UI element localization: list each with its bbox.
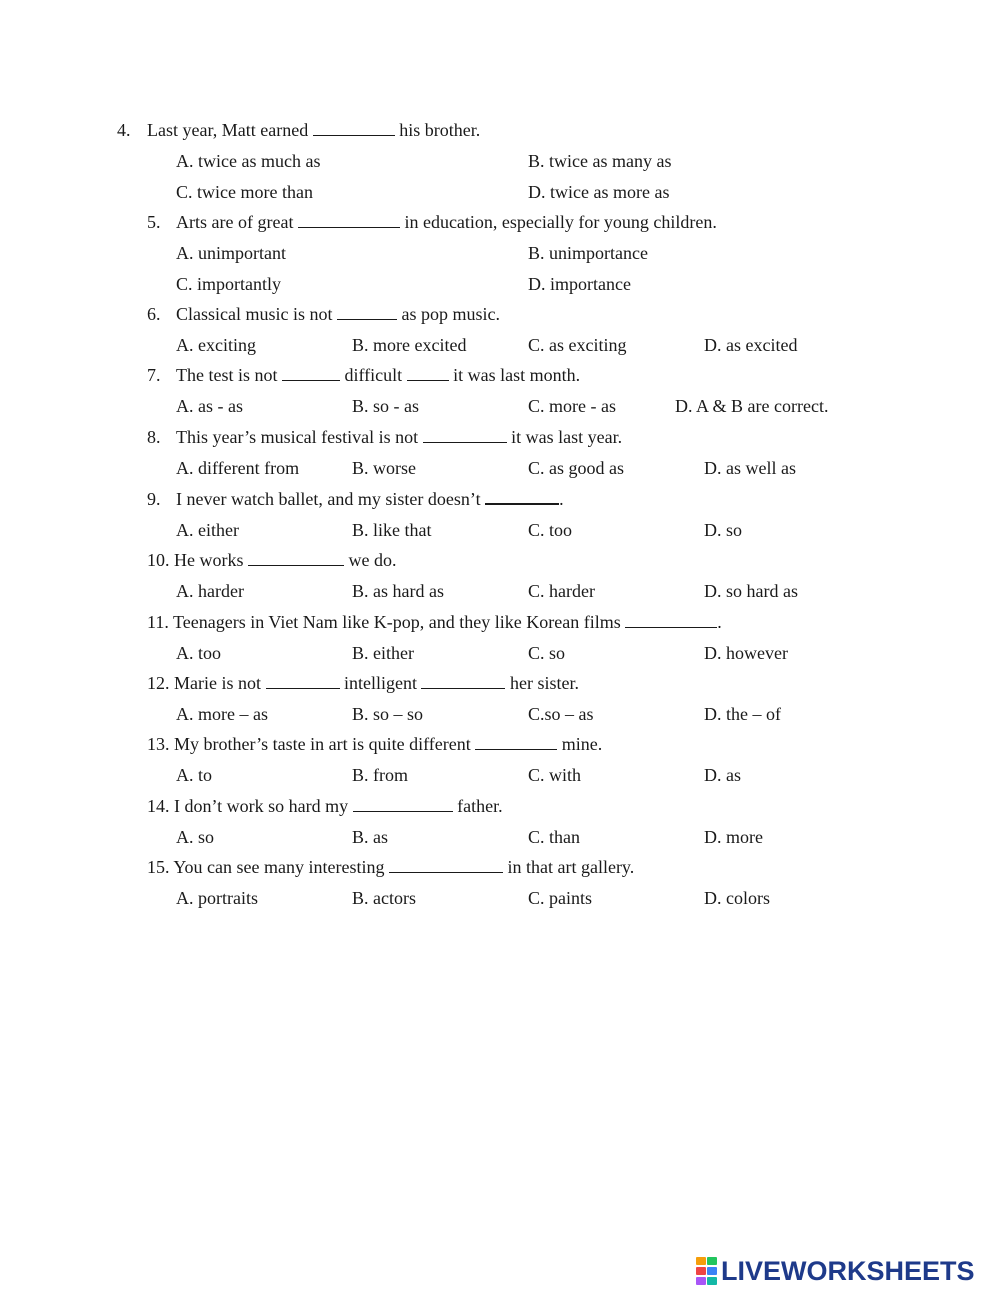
option-d[interactable]: D. the – of xyxy=(704,704,781,724)
question-stem xyxy=(147,733,602,755)
option-b[interactable]: B. actors xyxy=(352,888,416,908)
answer-blank[interactable] xyxy=(625,613,717,628)
option-a[interactable]: A. as - as xyxy=(176,396,243,416)
question-number: 10. xyxy=(147,550,170,570)
stem-text: Last year, Matt earned xyxy=(147,120,313,140)
option-b[interactable]: B. as hard as xyxy=(352,581,444,601)
question-number: 12. xyxy=(147,673,170,693)
logo-block xyxy=(707,1257,717,1265)
option-a[interactable]: A. too xyxy=(176,643,221,663)
option-c[interactable]: C. too xyxy=(528,520,573,540)
option-a[interactable]: A. portraits xyxy=(176,888,258,908)
answer-blank[interactable] xyxy=(353,797,453,812)
question-number: 7. xyxy=(147,365,161,385)
option-c[interactable]: C. paints xyxy=(528,888,593,908)
logo-block xyxy=(696,1267,706,1275)
option-c[interactable]: C.so – as xyxy=(528,704,594,724)
question-number: 14. xyxy=(147,796,170,816)
stem-text: in education, especially for young children. xyxy=(399,212,717,232)
option-d[interactable]: D. more xyxy=(704,827,763,847)
question-stem xyxy=(176,211,717,233)
question-number: 4. xyxy=(117,120,131,140)
option-d[interactable]: D. so xyxy=(704,520,743,540)
answer-blank[interactable] xyxy=(421,674,505,689)
option-b[interactable]: B. as xyxy=(352,827,388,847)
question-stem xyxy=(176,488,564,510)
stem-text: her sister. xyxy=(505,673,579,693)
option-a[interactable]: A. different from xyxy=(176,458,300,478)
option-b[interactable]: B. so - as xyxy=(352,396,419,416)
option-a[interactable]: A. more – as xyxy=(176,704,268,724)
stem-text: in that art gallery. xyxy=(502,857,635,877)
logo-block xyxy=(707,1267,717,1275)
question-number: 9. xyxy=(147,489,161,509)
stem-text: I never watch ballet, and my sister doesn’t xyxy=(176,489,486,509)
stem-text: I don’t work so hard my xyxy=(174,796,353,816)
option-d[interactable]: D. A & B are correct. xyxy=(675,396,829,416)
option-b[interactable]: B. worse xyxy=(352,458,416,478)
option-c[interactable]: C. importantly xyxy=(176,274,281,294)
option-c[interactable]: C. twice more than xyxy=(176,182,313,202)
stem-text: This year’s musical festival is not xyxy=(176,427,423,447)
question-stem xyxy=(147,672,579,694)
liveworksheets-logo[interactable] xyxy=(696,1255,975,1287)
logo-block xyxy=(707,1277,717,1285)
answer-blank[interactable] xyxy=(485,489,559,505)
option-a[interactable]: A. either xyxy=(176,520,239,540)
answer-blank[interactable] xyxy=(475,735,557,750)
option-a[interactable]: A. twice as much as xyxy=(176,151,321,171)
question-number: 13. xyxy=(147,734,170,754)
answer-blank[interactable] xyxy=(407,366,449,381)
stem-text: The test is not xyxy=(176,365,282,385)
option-d[interactable]: D. colors xyxy=(704,888,770,908)
stem-text: father. xyxy=(452,796,503,816)
option-c[interactable]: C. so xyxy=(528,643,566,663)
stem-text: as pop music. xyxy=(397,304,500,324)
option-c[interactable]: C. harder xyxy=(528,581,595,601)
option-b[interactable]: B. like that xyxy=(352,520,432,540)
option-b[interactable]: B. unimportance xyxy=(528,243,648,263)
question-number: 15. xyxy=(147,857,170,877)
option-d[interactable]: D. however xyxy=(704,643,788,663)
stem-text: we do. xyxy=(344,550,397,570)
stem-text: You can see many interesting xyxy=(173,857,389,877)
question-number: 5. xyxy=(147,212,161,232)
question-number: 8. xyxy=(147,427,161,447)
logo-blocks-icon xyxy=(696,1257,718,1285)
option-b[interactable]: B. from xyxy=(352,765,408,785)
question-stem xyxy=(147,611,722,633)
answer-blank[interactable] xyxy=(389,858,503,873)
stem-text: . xyxy=(717,612,722,632)
answer-blank[interactable] xyxy=(282,366,340,381)
option-d[interactable]: D. as xyxy=(704,765,741,785)
question-stem xyxy=(176,303,500,325)
option-b[interactable]: B. so – so xyxy=(352,704,424,724)
option-c[interactable]: C. with xyxy=(528,765,582,785)
logo-block xyxy=(696,1277,706,1285)
answer-blank[interactable] xyxy=(248,551,344,566)
stem-text: My brother’s taste in art is quite different xyxy=(174,734,476,754)
option-d[interactable]: D. as well as xyxy=(704,458,796,478)
question-stem xyxy=(176,364,580,386)
stem-text: intelligent xyxy=(339,673,422,693)
stem-text: Arts are of great xyxy=(176,212,298,232)
option-a[interactable]: A. exciting xyxy=(176,335,256,355)
option-c[interactable]: C. as exciting xyxy=(528,335,627,355)
stem-text: Teenagers in Viet Nam like K-pop, and they like Korean films xyxy=(173,612,626,632)
option-d[interactable]: D. importance xyxy=(528,274,631,294)
stem-text: it was last year. xyxy=(506,427,623,447)
stem-text: his brother. xyxy=(394,120,481,140)
question-stem xyxy=(147,549,397,571)
answer-blank[interactable] xyxy=(337,305,397,320)
question-number: 11. xyxy=(147,612,169,632)
stem-text: . xyxy=(559,489,564,509)
option-c[interactable]: C. than xyxy=(528,827,580,847)
option-d[interactable]: D. so hard as xyxy=(704,581,798,601)
stem-text: difficult xyxy=(340,365,407,385)
stem-text: it was last month. xyxy=(448,365,581,385)
option-d[interactable]: D. as excited xyxy=(704,335,798,355)
question-stem xyxy=(147,119,480,141)
option-a[interactable]: A. so xyxy=(176,827,215,847)
option-a[interactable]: A. to xyxy=(176,765,212,785)
logo-block xyxy=(696,1257,706,1265)
answer-blank[interactable] xyxy=(298,213,400,228)
answer-blank[interactable] xyxy=(423,428,507,443)
option-b[interactable]: B. twice as many as xyxy=(528,151,672,171)
option-c[interactable]: C. as good as xyxy=(528,458,624,478)
question-number: 6. xyxy=(147,304,161,324)
option-a[interactable]: A. unimportant xyxy=(176,243,286,263)
stem-text: Classical music is not xyxy=(176,304,337,324)
stem-text: He works xyxy=(174,550,248,570)
option-d[interactable]: D. twice as more as xyxy=(528,182,670,202)
option-c[interactable]: C. more - as xyxy=(528,396,616,416)
stem-text: Marie is not xyxy=(174,673,266,693)
question-stem xyxy=(147,856,634,878)
answer-blank[interactable] xyxy=(313,121,395,136)
answer-blank[interactable] xyxy=(266,674,340,689)
stem-text: mine. xyxy=(557,734,603,754)
logo-text: LIVEWORKSHEETS xyxy=(721,1255,975,1286)
question-stem xyxy=(176,426,622,448)
question-stem xyxy=(147,795,503,817)
option-b[interactable]: B. more excited xyxy=(352,335,467,355)
option-a[interactable]: A. harder xyxy=(176,581,244,601)
option-b[interactable]: B. either xyxy=(352,643,414,663)
